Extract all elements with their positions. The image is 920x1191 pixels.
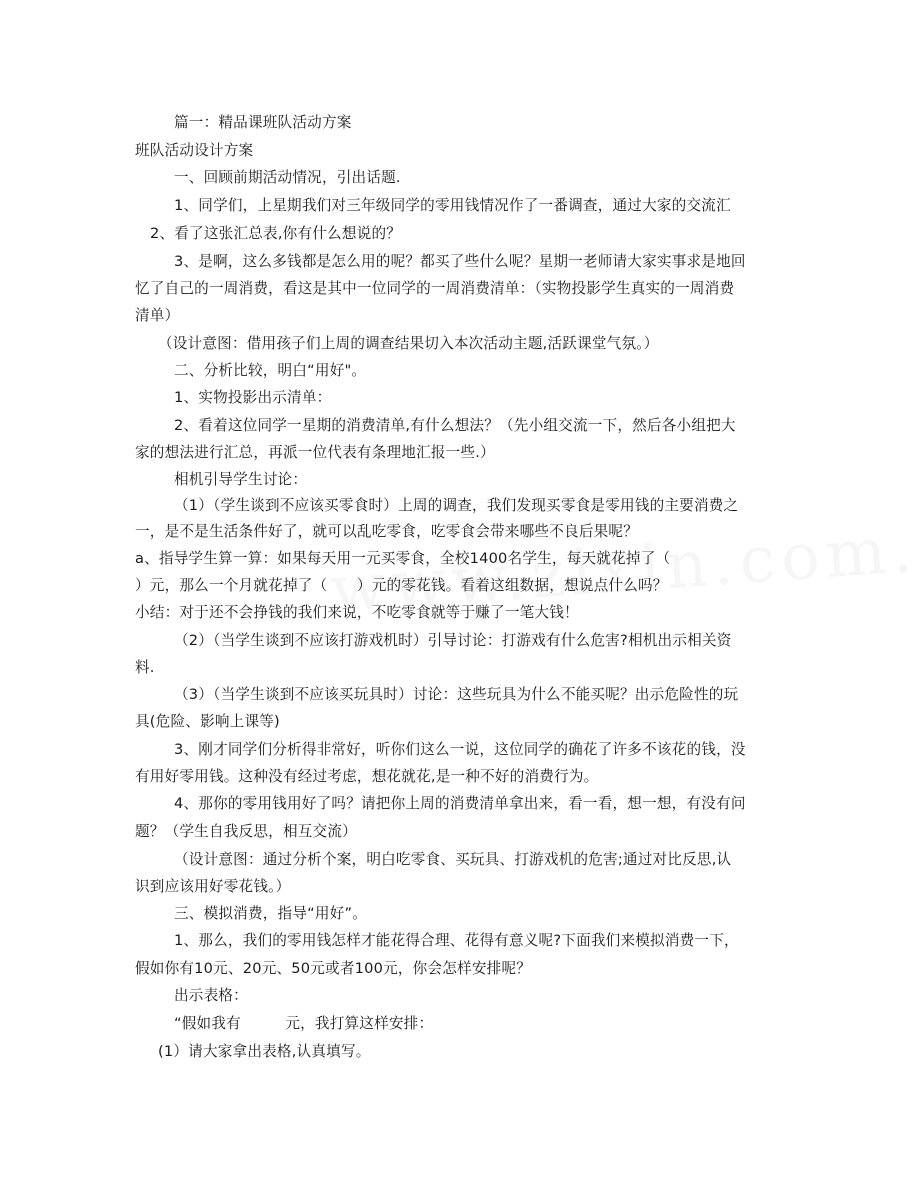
paragraph-line: 2、看着这位同学一星期的消费清单,有什么想法？（先小组交流一下，然后各小组把大	[174, 417, 736, 434]
paragraph-line: 1、同学们，上星期我们对三年级同学的零用钱情况作了一番调查，通过大家的交流汇	[174, 197, 731, 214]
paragraph-line: 1、实物投影出示清单：	[174, 389, 332, 406]
paragraph-line: 料.	[135, 659, 155, 676]
paragraph-line: a、指导学生算一算：如果每天用一元买零食，全校1400名学生，每天就花掉了（	[135, 550, 671, 567]
paragraph-line: （3）（当学生谈到不应该买玩具时）讨论：这些玩具为什么不能买呢？出示危险性的玩	[174, 686, 739, 703]
section-heading-2: 二、分析比较，明白“用好"。	[174, 362, 367, 379]
paragraph-line: 3、刚才同学们分析得非常好，听你们这么一说，这位同学的确花了许多不该花的钱，没	[174, 741, 746, 758]
paragraph-line: 小结：对于还不会挣钱的我们来说，不吃零食就等于赚了一笔大钱！	[135, 604, 579, 621]
paragraph-line: 题？（学生自我反思，相互交流）	[135, 823, 357, 840]
paragraph-line: 忆了自己的一周消费，看这是其中一位同学的一周消费清单：（实物投影学生真实的一周消费	[135, 280, 735, 297]
paragraph-line: 相机引导学生讨论：	[174, 471, 308, 488]
paragraph-line: (1）请大家拿出表格,认真填写。	[158, 1043, 371, 1060]
paragraph-line: 有用好零用钱。这种没有经过考虑，想花就花,是一种不好的消费行为。	[135, 768, 599, 785]
paragraph-line: 2、看了这张汇总表,你有什么想说的？	[150, 225, 402, 242]
paragraph-line: 4、那你的零用钱用好了吗？请把你上周的消费清单拿出来，看一看，想一想，有没有问	[174, 795, 746, 812]
design-intent-note: （设计意图：借用孩子们上周的调查结果切入本次活动主题,活跃课堂气氛。）	[158, 335, 659, 352]
doc-title: 班队活动设计方案	[135, 142, 254, 159]
paragraph-line: （2）（当学生谈到不应该打游戏机时）引导讨论：打游戏有什么危害?相机出示相关资	[174, 632, 732, 649]
design-intent-note: （设计意图：通过分析个案，明白吃零食、买玩具、打游戏机的危害;通过对比反思,认	[174, 851, 732, 868]
paragraph-line: 具(危险、影响上课等)	[135, 713, 280, 730]
paragraph-line: 家的想法进行汇总，再派一位代表有条理地汇报一些.）	[135, 444, 495, 461]
paragraph-line: 清单）	[135, 307, 180, 324]
paragraph-line: ）元，那么一个月就花掉了（ ）元的零花钱。看着这组数据，想说点什么吗？	[135, 577, 668, 594]
paragraph-line: 识到应该用好零花钱。）	[135, 878, 291, 895]
paragraph-line: “假如我有 元，我打算这样安排：	[174, 1015, 434, 1032]
paragraph-line: （1）（学生谈到不应该买零食时）上周的调查，我们发现买零食是零用钱的主要消费之	[174, 497, 739, 514]
paragraph-line: 假如你有10元、20元、50元或者100元，你会怎样安排呢？	[135, 960, 532, 977]
section-heading-1: 一、回顾前期活动情况，引出话题.	[174, 169, 401, 186]
paragraph-line: 一，是不是生活条件好了，就可以乱吃零食，吃零食会带来哪些不良后果呢？	[135, 523, 638, 540]
paragraph-line: 出示表格：	[174, 987, 248, 1004]
section-heading-3: 三、模拟消费，指导“用好”。	[174, 905, 368, 922]
paragraph-line: 3、是啊，这么多钱都是怎么用的呢？都买了些什么呢？星期一老师请大家实事求是地回	[174, 253, 746, 270]
doc-heading: 篇一：精品课班队活动方案	[174, 114, 352, 131]
paragraph-line: 1、那么，我们的零用钱怎样才能花得合理、花得有意义呢?下面我们来模拟消费一下，	[174, 932, 739, 949]
